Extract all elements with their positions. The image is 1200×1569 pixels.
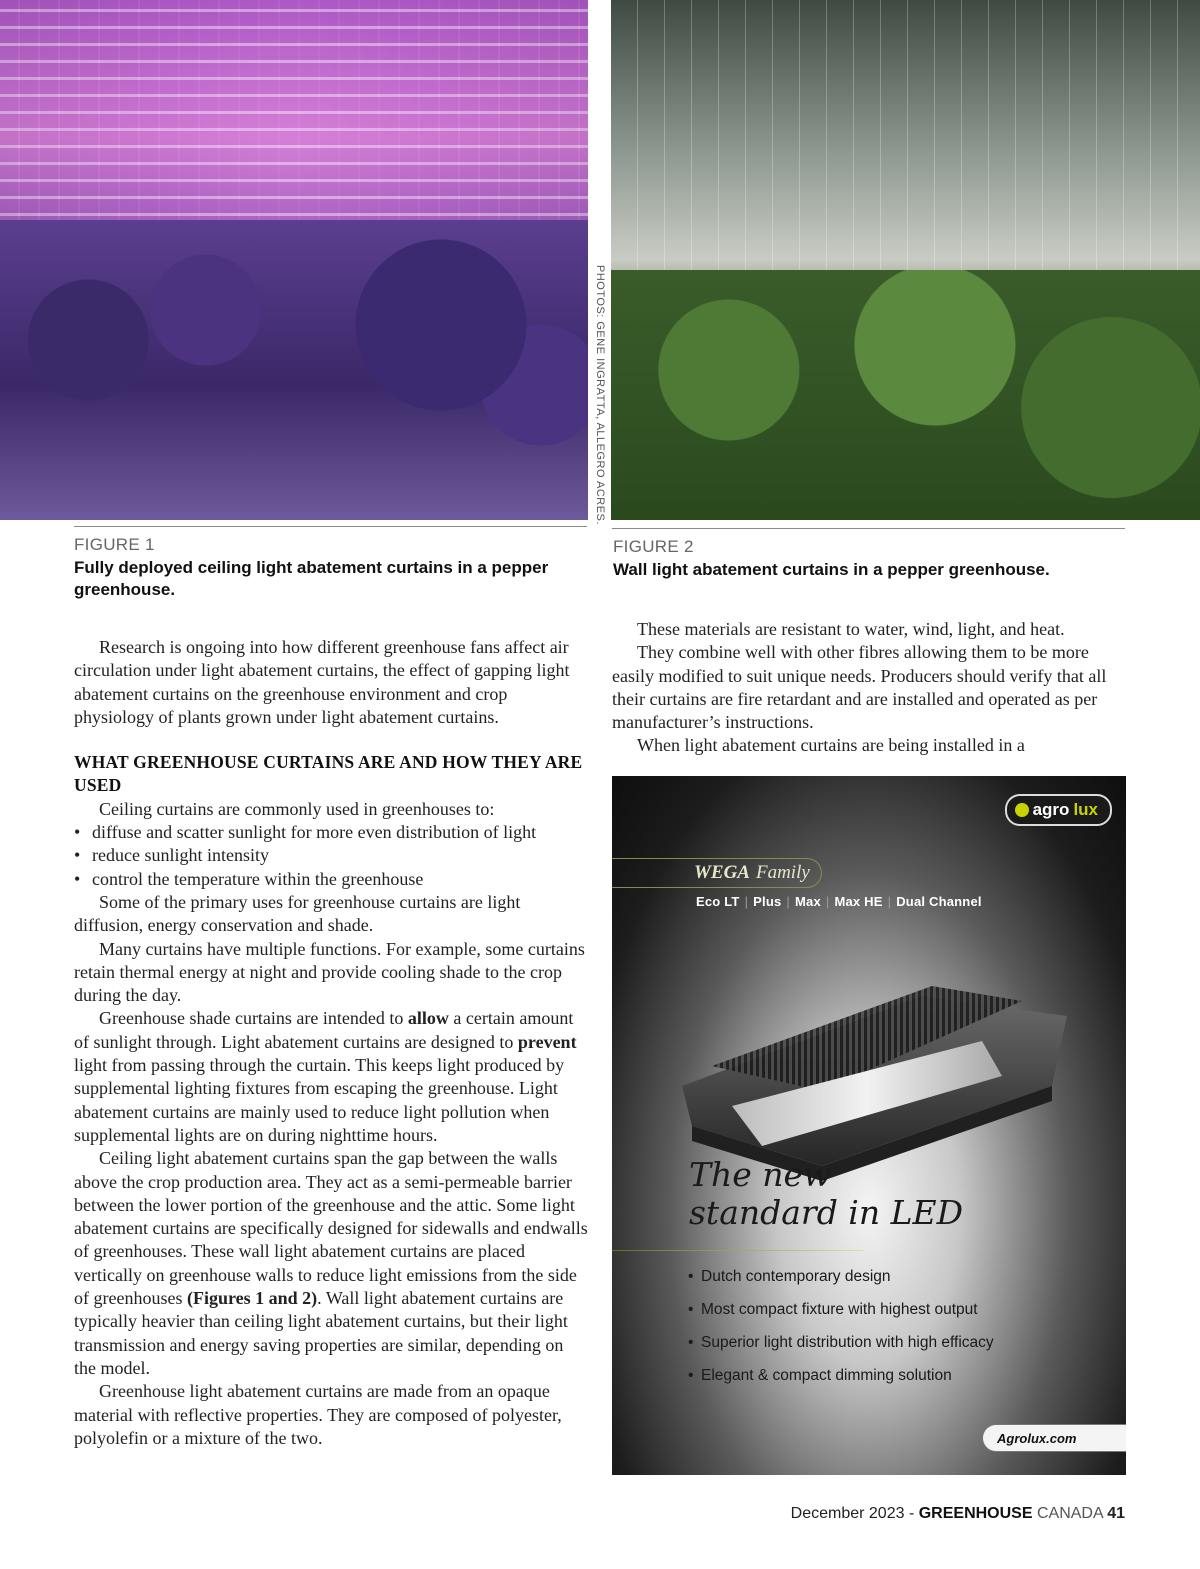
paragraph: These materials are resistant to water, wind, light, and heat.: [637, 619, 1065, 639]
paragraph: Research is ongoing into how different greenhouse fans affect air circulation under light abatement curtains, the effect of gapping light abatement curtains on the greenhouse environment and crop physiology of plants grown under light abatement curtains.: [74, 637, 570, 727]
paragraph: Ceiling curtains are commonly used in greenhouses to:: [99, 798, 495, 819]
list-item: • Elegant & compact dimming solution: [688, 1367, 994, 1400]
figure-1-caption: Fully deployed ceiling light abatement curtains in a pepper greenhouse.: [74, 558, 549, 599]
agrolux-logo: agro lux: [1005, 794, 1112, 826]
bullet-list: [74, 821, 588, 891]
list-item: • reduce sunlight intensity: [74, 844, 588, 867]
ad-website-link[interactable]: Agrolux.com: [982, 1424, 1126, 1452]
list-item: • control the temperature within the greenhouse: [74, 868, 588, 891]
pepper-plants: [0, 220, 588, 520]
figure-1-photo: [0, 0, 588, 520]
list-item: • Dutch contemporary design: [688, 1268, 994, 1301]
caption-rule: [612, 528, 1125, 529]
figure-2-number: FIGURE 2: [613, 537, 694, 556]
caption-rule: [74, 526, 587, 527]
emphasis: allow: [407, 1008, 449, 1029]
section-heading: WHAT GREENHOUSE CURTAINS ARE AND HOW THEY ARE USED: [74, 752, 583, 796]
ad-headline: The new standard in LED: [689, 1155, 964, 1232]
page-footer: December 2023 - GREENHOUSE CANADA 41: [790, 1505, 1125, 1522]
ceiling-lights: [0, 0, 588, 230]
pepper-plants: [611, 270, 1200, 520]
agrolux-advertisement[interactable]: [612, 776, 1126, 1475]
figure-2-caption: Wall light abatement curtains in a pepper greenhouse.: [613, 560, 1050, 579]
list-item: • diffuse and scatter sunlight for more even distribution of light: [74, 821, 588, 844]
ad-divider: [612, 1250, 864, 1251]
list-item: • Most compact fixture with highest output: [688, 1301, 994, 1334]
paragraph: They combine well with other fibres allowing them to be more easily modified to suit unique needs. Producers should verify that all their curtains are fire retardant and are installed and operated as per manufacturer’s instructions.: [612, 642, 1107, 733]
photo-credit: PHOTOS: GENE INGRATTA, ALLEGRO ACRES.: [594, 265, 606, 525]
led-fixture-image: [672, 956, 1072, 1186]
ad-feature-list: [688, 1268, 994, 1400]
paragraph: Greenhouse shade curtains are intended to allow a certain amount of sunlight through. Light abatement curtains are designed to prevent light from passing through the curtain. This keeps light produced by supplemental lighting fixtures from escaping the greenhouse. Light abatement curtains are mainly used to reduce light pollution when supplemental lights are on during nighttime hours.: [74, 1008, 577, 1145]
paragraph: When light abatement curtains are being installed in a: [637, 735, 1025, 756]
product-variants: Eco LT | Plus | Max | Max HE | Dual Channel: [696, 894, 982, 909]
article-left-column: [74, 636, 588, 1450]
figure-1-number: FIGURE 1: [74, 535, 155, 554]
page-number: 41: [1107, 1505, 1125, 1522]
paragraph: Some of the primary uses for greenhouse curtains are light diffusion, energy conservation and shade.: [74, 891, 521, 936]
paragraph: Ceiling light abatement curtains span the gap between the walls above the crop production area. They act as a semi-permeable barrier between the lower portion of the greenhouse and the attic. Some light abatement curtains are specifically designed for sidewalls and endwalls of greenhouses. These wall light abatement curtains are placed vertically on greenhouse walls to reduce light emissions from the side of greenhouses (Figures 1 and 2). Wall light abatement curtains are typically heavier than ceiling light abatement curtains, but their light transmission and energy saving properties are similar, depending on the model.: [74, 1148, 588, 1378]
emphasis: prevent: [517, 1031, 577, 1052]
paragraph: Many curtains have multiple functions. For example, some curtains retain thermal energy at night and provide cooling shade to the crop during the day.: [74, 938, 585, 1006]
article-right-column: [612, 618, 1126, 758]
logo-mark-icon: [1015, 803, 1029, 817]
figure-2-photo: [611, 0, 1200, 520]
list-item: • Superior light distribution with high efficacy: [688, 1334, 994, 1367]
figure-reference: (Figures 1 and 2): [186, 1288, 318, 1309]
paragraph: Greenhouse light abatement curtains are made from an opaque material with reflective properties. They are composed of polyester, polyolefin or a mixture of the two.: [74, 1381, 562, 1448]
product-family-label: WEGA Family: [612, 858, 822, 888]
